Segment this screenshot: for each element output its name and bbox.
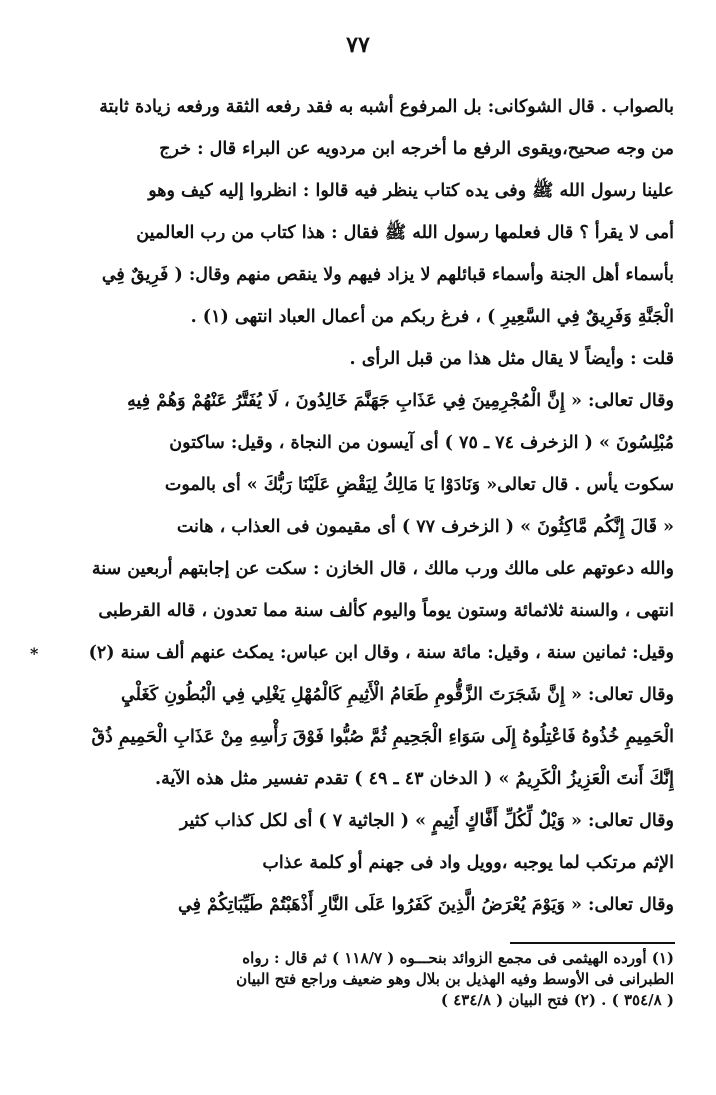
text-line: وقال تعالى: « وَيَوْمَ يُعْرَضُ الَّذِينَ كَفَرُوا عَلَى النَّارِ أَذْهَبْتُمْ طَيِّبَاتِكُمْ فِي xyxy=(177,895,674,915)
text-line: بالصواب . قال الشوكانى: بل المرفوع أشبه به فقد رفعه الثقة ورفعه زيادة ثابتة xyxy=(99,97,674,117)
page-number: ٧٧ xyxy=(346,32,370,58)
footnote-line: (١) أورده الهيثمى فى مجمع الزوائد بنحـــوه ( ١١٨/٧ ) ثم قال : رواه xyxy=(242,949,674,967)
text-line: علينا رسول الله ﷺ وفى يده كتاب ينظر فيه قالوا : انظروا إليه كيف وهو xyxy=(148,181,674,201)
margin-mark: * xyxy=(30,644,39,663)
text-line: إِنَّكَ أَنتَ الْعَزِيزُ الْكَرِيمُ » ( الدخان ٤٣ ـ ٤٩ ) تقدم تفسير مثل هذه الآية. xyxy=(155,769,674,789)
text-line: انتهى ، والسنة ثلاثمائة وستون يوماً واليوم كألف سنة مما تعدون ، قاله القرطبى xyxy=(98,601,674,621)
footnote-divider xyxy=(510,942,675,944)
text-line: أمى لا يقرأ ؟ قال فعلمها رسول الله ﷺ فقال : هذا كتاب من رب العالمين xyxy=(136,223,674,243)
text-line: قلت : وأيضاً لا يقال مثل هذا من قبل الرأى . xyxy=(349,349,674,369)
text-line: وقال تعالى: « إِنَّ شَجَرَتَ الزَّقُّومِ طَعَامُ الْأَثِيمِ كَالْمُهْلِ يَغْلِي فِي الْبُطُونِ كَغَلْيِ xyxy=(121,685,674,705)
text-line: الْحَمِيمِ خُذُوهُ فَاعْتِلُوهُ إِلَى سَوَاءِ الْجَحِيمِ ثُمَّ صُبُّوا فَوْقَ رَأْسِهِ مِنْ عَذَابِ الْحَمِيمِ ذُقْ xyxy=(91,727,674,747)
text-line: الإثم مرتكب لما يوجبه ،وويل واد فى جهنم أو كلمة عذاب xyxy=(262,853,674,873)
text-line: من وجه صحيح،ويقوى الرفع ما أخرجه ابن مردويه عن البراء قال : خرج xyxy=(159,139,674,159)
text-line: وقال تعالى: « إِنَّ الْمُجْرِمِينَ فِي عَذَابِ جَهَنَّمَ خَالِدُونَ ، لَا يُفَتَّرُ عَنْهُمْ وَهُمْ فِيهِ xyxy=(127,391,674,411)
footnote-line: الطبرانى فى الأوسط وفيه الهذيل بن بلال وهو ضعيف وراجع فتح البيان xyxy=(236,970,674,988)
text-line: مُبْلِسُونَ » ( الزخرف ٧٤ ـ ٧٥ ) أى آيسون من النجاة ، وقيل: ساكتون xyxy=(169,433,674,453)
text-line: بأسماء أهل الجنة وأسماء قبائلهم لا يزاد فيهم ولا ينقص منهم وقال: ( فَرِيقٌ فِي xyxy=(101,265,674,285)
text-line: الْجَنَّةِ وَفَرِيقٌ فِي السَّعِيرِ ) ، فرغ ربكم من أعمال العباد انتهى (١) . xyxy=(190,307,674,327)
text-line: وقال تعالى: « وَيْلٌ لِّكُلِّ أَفَّاكٍ أَثِيمٍ » ( الجاثية ٧ ) أى لكل كذاب كثير xyxy=(179,811,674,831)
text-line: سكوت يأس . قال تعالى« وَنَادَوْا يَا مَالِكُ لِيَقْضِ عَلَيْنَا رَبُّكَ » أى بالموت xyxy=(164,475,674,495)
footnote-line: ( ٣٥٤/٨ ) . (٢) فتح البيان ( ٤٣٤/٨ ) xyxy=(440,991,674,1009)
text-line: « قَالَ إِنَّكُم مَّاكِثُونَ » ( الزخرف ٧٧ ) أى مقيمون فى العذاب ، هانت xyxy=(176,517,674,537)
footnotes xyxy=(60,948,674,1011)
text-line: والله دعوتهم على مالك ورب مالك ، قال الخازن : سكت عن إجابتهم أربعين سنة xyxy=(91,559,674,579)
text-line: وقيل: ثمانين سنة ، وقيل: مائة سنة ، وقال ابن عباس: يمكث عنهم ألف سنة (٢) xyxy=(88,643,674,663)
body-text xyxy=(62,86,674,926)
